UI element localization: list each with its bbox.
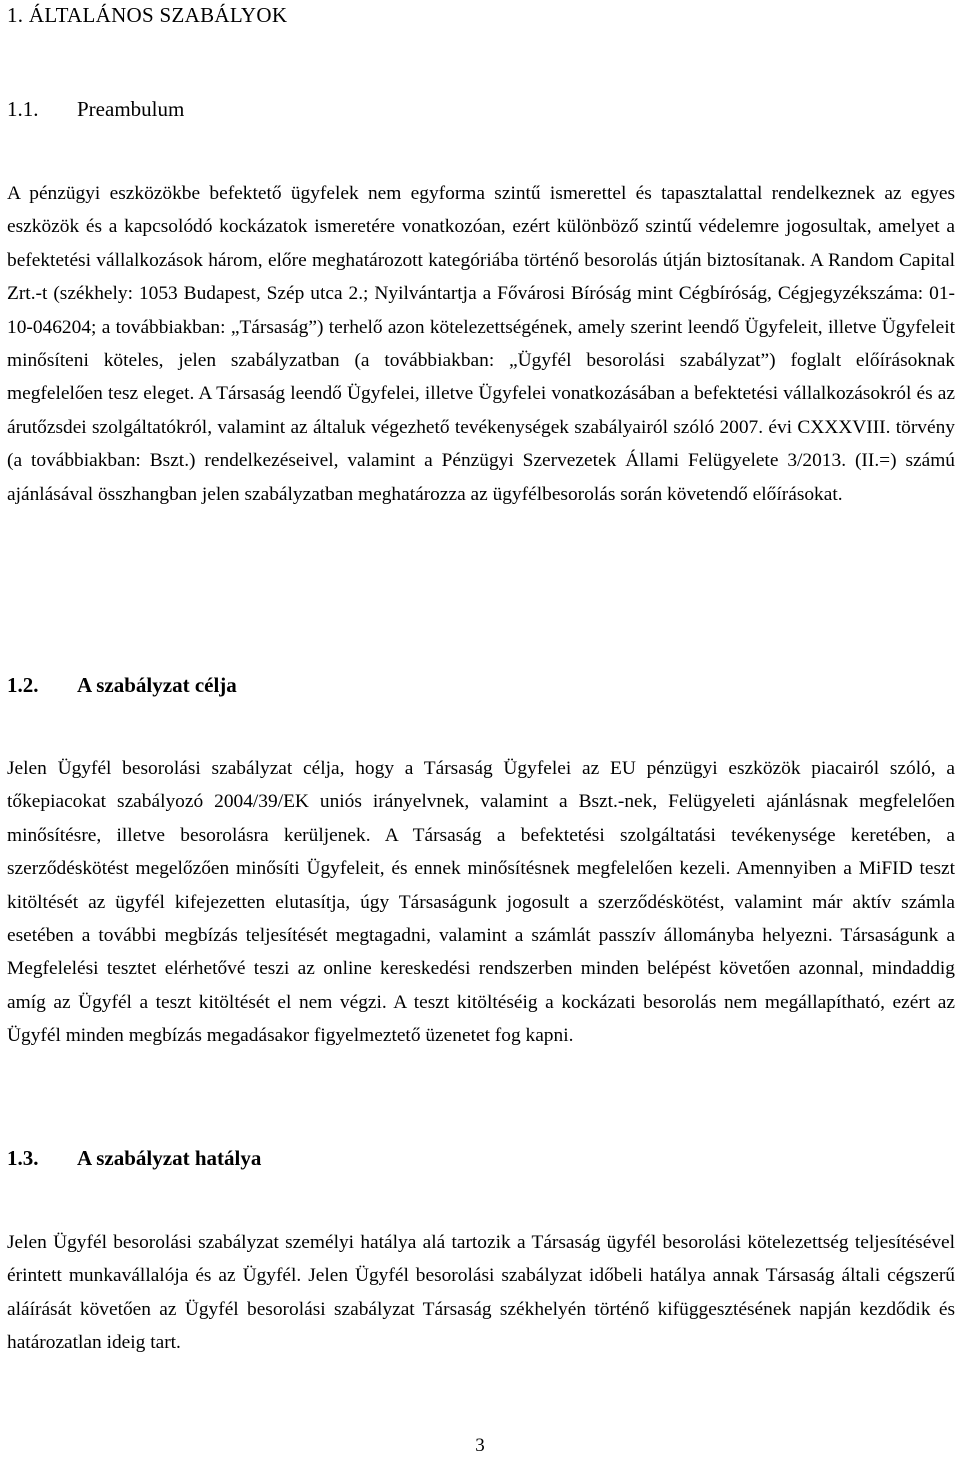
- section-paragraph-1-3: Jelen Ügyfél besorolási szabályzat személyi hatálya alá tartozik a Társaság ügyfél besorolási kötelezettség teljesítésével érintett munkavállalója és az Ügyfél. Jelen Ügyfél besorolási szabályzat időbeli hatálya annak Társaság általi cégszerű aláírását követően az Ügyfél besorolási szabályzat Társaság székhelyén történő kifüggesztésének napján kezdődik és határozatlan ideig tart.: [7, 1232, 955, 1354]
- section-title: Preambulum: [77, 97, 185, 121]
- page-number: 3: [475, 1435, 485, 1456]
- section-heading-1-3: [7, 1143, 261, 1173]
- section-number: 1.1.: [7, 97, 39, 121]
- chapter-heading: 1. ÁLTALÁNOS SZABÁLYOK: [7, 3, 288, 27]
- section-number: 1.3.: [7, 1146, 39, 1170]
- section-title: A szabályzat célja: [77, 673, 237, 697]
- section-paragraph-1-1: A pénzügyi eszközökbe befektető ügyfelek nem egyforma szintű ismerettel és tapasztalattal rendelkeznek az egyes eszközök és a kapcsolódó kockázatok ismeretére vonatkozóan, ezért különböző szintű védelemre jogosultak, amelyet a befektetési vállalkozások három, előre meghatározott kategóriába történő besorolás útján biztosítanak. A Random Capital Zrt.-t (székhely: 1053 Budapest, Szép utca 2.; Nyilvántartja a Fővárosi Bíróság mint Cégbíróság, Cégjegyzékszáma: 01-10-046204; a továbbiakban: „Társaság”) terhelő azon kötelezettségének, amely szerint leendő Ügyfeleit, illetve Ügyfeleit minősíteni köteles, jelen szabályzatban (a továbbiakban: „Ügyfél besorolási szabályzat”) foglalt előírásoknak megfelelően tesz eleget. A Társaság leendő Ügyfelei, illetve Ügyfelei vonatkozásában a befektetési vállalkozásokról és az árutőzsdei szolgáltatókról, valamint az általuk végezhető tevékenységek szabályairól szóló 2007. évi CXXXVIII. törvény (a továbbiakban: Bszt.) rendelkezéseivel, valamint a Pénzügyi Szervezetek Állami Felügyelete 3/2013. (II.=) számú ajánlásával összhangban jelen szabályzatban meghatározza az ügyfélbesorolás során követendő előírásokat.: [7, 183, 955, 505]
- section-number: 1.2.: [7, 673, 39, 697]
- section-heading-1-2: [7, 670, 237, 700]
- section-paragraph-1-2: Jelen Ügyfél besorolási szabályzat célja, hogy a Társaság Ügyfelei az EU pénzügyi eszközök piacairól szóló, a tőkepiacokat szabályozó 2004/39/EK uniós irányelvnek, valamint a Bszt.-nek, Felügyeleti ajánlásnak megfelelően minősítésre, illetve besorolásra kerüljenek. A Társaság a befektetési szolgáltatási tevékenysége keretében, a szerződéskötést megelőzően minősíti Ügyfeleit, és ennek minősítésnek megfelelően kezeli. Amennyiben a MiFID teszt kitöltését az ügyfél kifejezetten elutasítja, úgy Társaságunk jogosult a szerződéskötést, valamint már aktív számla esetében a további megbízás teljesítését megtagadni, valamint a számlát passzív állományba helyezni. Társaságunk a Megfelelési tesztet elérhetővé teszi az online kereskedési rendszerben minden belépést követően azonnal, mindaddig amíg az Ügyfél a teszt kitöltését el nem végzi. A teszt kitöltéséig a kockázati besorolás nem megállapítható, ezért az Ügyfél minden megbízás megadásakor figyelmeztető üzenetet fog kapni.: [7, 758, 955, 1047]
- section-title: A szabályzat hatálya: [77, 1146, 262, 1170]
- section-heading-1-1: [7, 94, 184, 124]
